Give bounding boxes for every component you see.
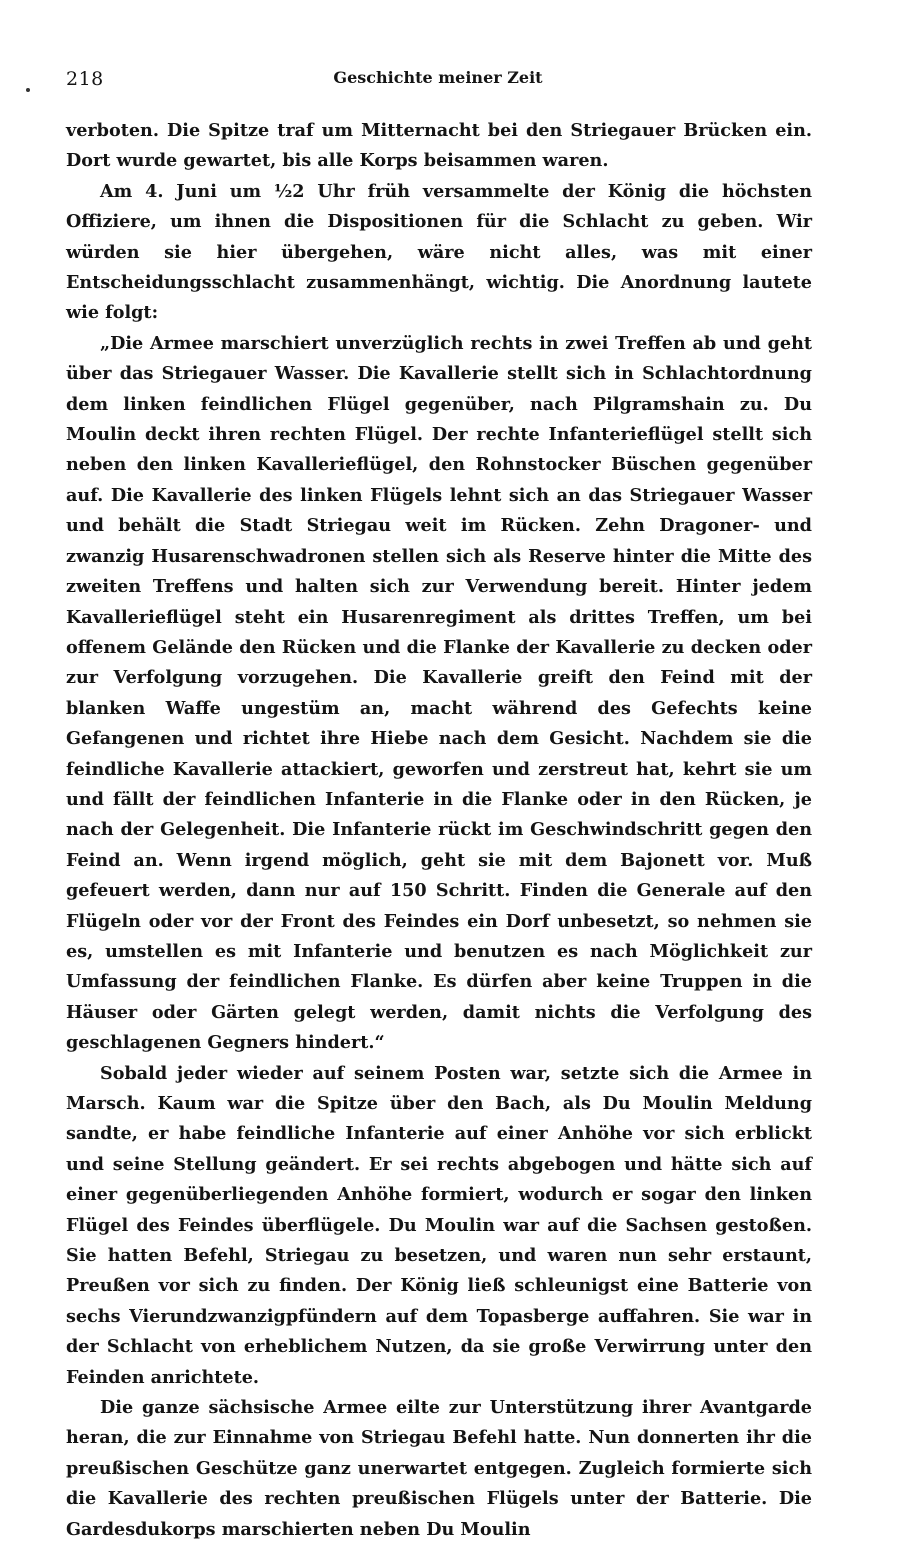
margin-mark — [26, 88, 30, 92]
body-text — [66, 116, 812, 1545]
page-header — [66, 66, 810, 96]
paragraph: Sobald jeder wieder auf seinem Posten war, setzte sich die Armee in Marsch. Kaum war die Spitze über den Bach, als Du Moulin Meldung sandte, er habe feindliche Infanterie auf einer Anhöhe vor sich erblickt und seine Stellung geändert. Er sei rechts abgebogen und hätte sich auf einer gegenüberliegenden Anhöhe formiert, wodurch er sogar den linken Flügel des Feindes überflügele. Du Moulin war auf die Sachsen gestoßen. Sie hatten Befehl, Striegau zu besetzen, und waren nun sehr erstaunt, Preußen vor sich zu finden. Der König ließ schleunigst eine Batterie von sechs Vierundzwanzigpfündern auf dem Topasberge auffahren. Sie war in der Schlacht von erheblichem Nutzen, da sie große Verwirrung unter den Feinden anrichtete. — [66, 1062, 812, 1388]
paragraph-continued: verboten. Die Spitze traf um Mitternacht bei den Striegauer Brücken ein. Dort wurde gewartet, bis alle Korps beisammen waren. — [66, 120, 812, 172]
running-title: Geschichte meiner Zeit — [333, 68, 543, 87]
paragraph: Am 4. Juni um ½2 Uhr früh versammelte der König die höchsten Offiziere, um ihnen die Dispositionen für die Schlacht zu geben. Wir würden sie hier übergehen, wäre nicht alles, was mit einer Entscheidungsschlacht zusammenhängt, wichtig. Die Anordnung lautete wie folgt: — [66, 180, 812, 324]
page-number: 218 — [66, 68, 104, 90]
paragraph-quote: „Die Armee marschiert unverzüglich rechts in zwei Treffen ab und geht über das Striegauer Wasser. Die Kavallerie stellt sich in Schlachtordnung dem linken feindlichen Flügel gegenüber, nach Pilgramshain zu. Du Moulin deckt ihren rechten Flügel. Der rechte Infanterieflügel stellt sich neben den linken Kavallerieflügel, den Rohnstocker Büschen gegenüber auf. Die Kavallerie des linken Flügels lehnt sich an das Striegauer Wasser und behält die Stadt Striegau weit im Rücken. Zehn Dragoner- und zwanzig Husarenschwadronen stellen sich als Reserve hinter die Mitte des zweiten Treffens und halten sich zur Verwendung bereit. Hinter jedem Kavallerieflügel steht ein Husarenregiment als drittes Treffen, um bei offenem Gelände den Rücken und die Flanke der Kavallerie zu decken oder zur Verfolgung vorzugehen. Die Kavallerie greift den Feind mit der blanken Waffe ungestüm an, macht während des Gefechts keine Gefangenen und richtet ihre Hiebe nach dem Gesicht. Nachdem sie die feindliche Kavallerie attackiert, geworfen und zerstreut hat, kehrt sie um und fällt der feindlichen Infanterie in die Flanke oder in den Rücken, je nach der Gelegenheit. Die Infanterie rückt im Geschwindschritt gegen den Feind an. Wenn irgend möglich, geht sie mit dem Bajonett vor. Muß gefeuert werden, dann nur auf 150 Schritt. Finden die Generale auf den Flügeln oder vor der Front des Feindes ein Dorf unbesetzt, so nehmen sie es, umstellen es mit Infanterie und benutzen es nach Möglichkeit zur Umfassung der feindlichen Flanke. Es dürfen aber keine Truppen in die Häuser oder Gärten gelegt werden, damit nichts die Verfolgung des geschlagenen Gegners hindert.“ — [66, 332, 812, 1054]
paragraph: Die ganze sächsische Armee eilte zur Unterstützung ihrer Avantgarde heran, die zur Einnahme von Striegau Befehl hatte. Nun donnerten ihr die preußischen Geschütze ganz unerwartet entgegen. Zugleich formierte sich die Kavallerie des rechten preußischen Flügels unter der Batterie. Die Gardesdukorps marschierten neben Du Moulin — [66, 1397, 812, 1540]
